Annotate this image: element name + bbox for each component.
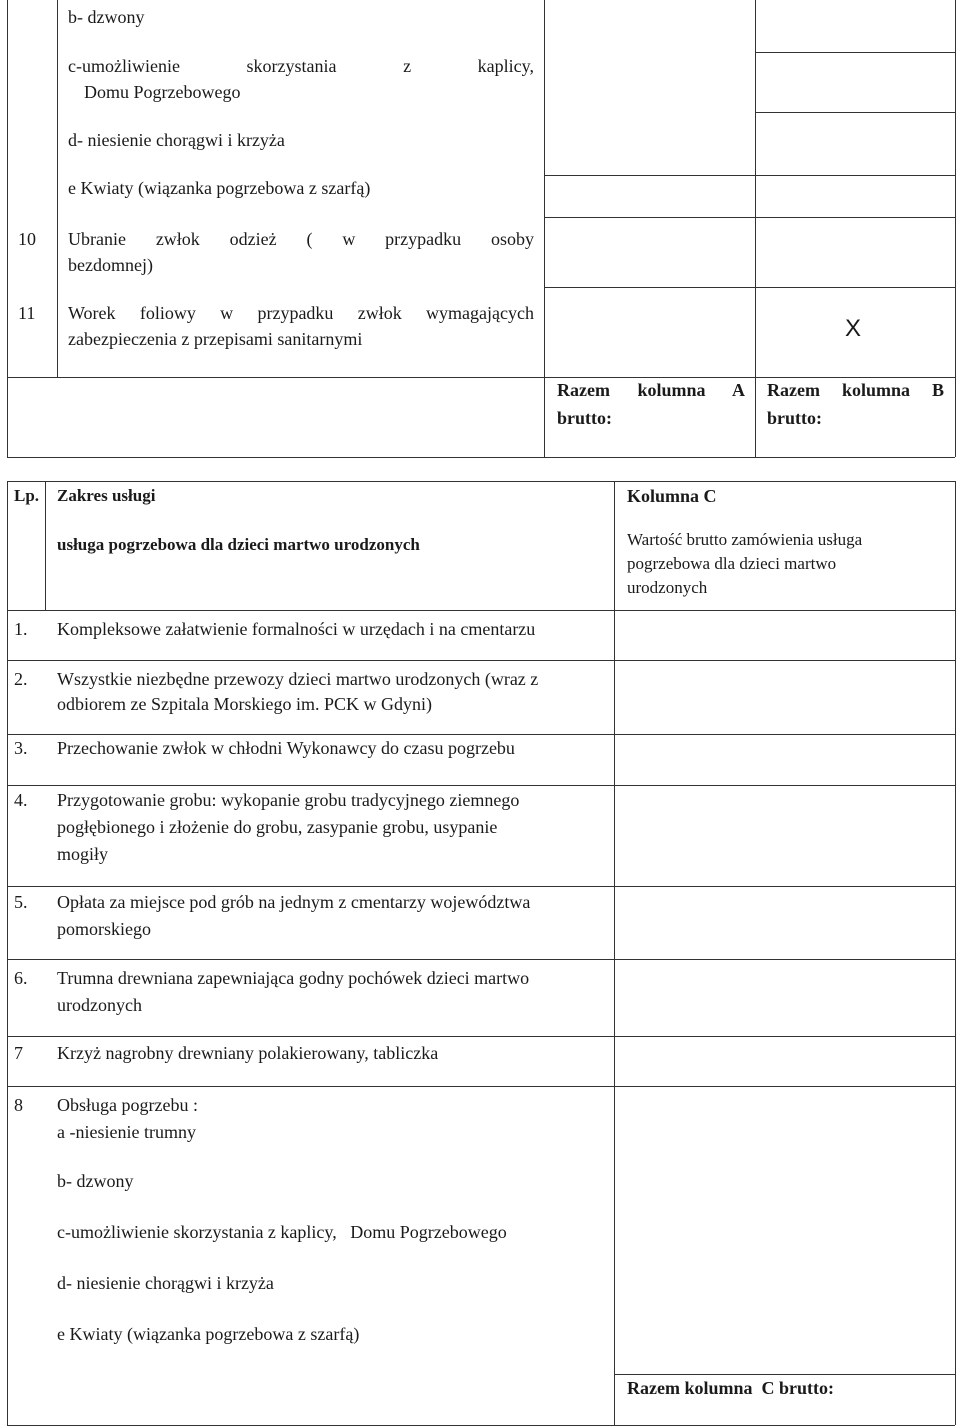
row-description: odbiorem ze Szpitala Morskiego im. PCK w Gdyni): [57, 694, 432, 714]
header-col-c-line1: Wartość brutto zamówienia usługa: [627, 530, 863, 549]
table1-row-d-text: d- niesienie chorągwi i krzyża: [68, 130, 285, 150]
row-number: 4.: [14, 790, 28, 810]
table1-rule-colb-top: [755, 52, 955, 53]
row-description: Wszystkie niezbędne przewozy dzieci martwo urodzonych (wraz z: [57, 669, 539, 689]
total-col-b-line1: Razem kolumna B: [767, 380, 944, 400]
table1-row-10-line1: Ubranie zwłok odzież ( w przypadku osoby: [68, 229, 534, 249]
table1-row-b-text: b- dzwony: [68, 7, 145, 27]
row-description: Przygotowanie grobu: wykopanie grobu tradycyjnego ziemnego: [57, 790, 520, 810]
table2-border-desc: [614, 481, 615, 1425]
table1-row-11-line1: Worek foliowy w przypadku zwłok wymagających: [68, 303, 534, 323]
row-description: mogiły: [57, 844, 109, 864]
row-description: c-umożliwienie skorzystania z kaplicy, Domu Pogrzebowego: [57, 1222, 507, 1242]
row-description: e Kwiaty (wiązanka pogrzebowa z szarfą): [57, 1324, 360, 1344]
row-description: Krzyż nagrobny drewniany polakierowany, tabliczka: [57, 1043, 439, 1063]
total-col-b-line2: brutto:: [767, 408, 822, 428]
row-description: Przechowanie zwłok w chłodni Wykonawcy do czasu pogrzebu: [57, 738, 515, 758]
header-col-c-title: Kolumna C: [627, 486, 717, 506]
table2-rule-row2: [7, 660, 955, 661]
total-col-a-line2: brutto:: [557, 408, 612, 428]
table1-row-10-num: 10: [18, 229, 36, 249]
table1-border-desc: [544, 0, 545, 457]
row-description: pomorskiego: [57, 919, 151, 939]
row-description: Obsługa pogrzebu :: [57, 1095, 198, 1115]
table1-border-right: [955, 0, 956, 457]
row-description: pogłębionego i złożenie do grobu, zasypanie grobu, usypanie: [57, 817, 498, 837]
table1-row-11-colb-mark: X: [845, 315, 862, 342]
table2-rule-row4: [7, 785, 955, 786]
row-description: d- niesienie chorągwi i krzyża: [57, 1273, 274, 1293]
row-description: urodzonych: [57, 995, 142, 1015]
table1-rule-row-10: [544, 287, 955, 288]
row-description: Opłata za miejsce pod grób na jednym z cmentarzy województwa: [57, 892, 531, 912]
row-description: Trumna drewniana zapewniająca godny pochówek dzieci martwo: [57, 968, 530, 988]
row-number: 3.: [14, 738, 28, 758]
table1-rule-bottom: [7, 457, 955, 458]
row-description: Kompleksowe załatwienie formalności w urzędach i na cmentarzu: [57, 619, 536, 639]
row-number: 1.: [14, 619, 28, 639]
row-number: 8: [14, 1095, 23, 1115]
table2-rule-row5: [7, 886, 955, 887]
total-col-a-line1: Razem kolumna A: [557, 380, 745, 400]
table1-row-11-num: 11: [18, 303, 36, 323]
table2-border-left: [7, 481, 8, 1425]
table1-row-e-text: e Kwiaty (wiązanka pogrzebowa z szarfą): [68, 178, 371, 198]
table1-border-lp: [57, 0, 58, 377]
table1-rule-row-d: [544, 175, 955, 176]
table1-row-11-line2: zabezpieczenia z przepisami sanitarnymi: [68, 329, 363, 349]
header-col-c-line2: pogrzebowa dla dzieci martwo: [627, 554, 837, 573]
table1-border-cola: [755, 0, 756, 457]
header-col-c-line3: urodzonych: [627, 578, 708, 597]
row-number: 7: [14, 1043, 23, 1063]
row-number: 5.: [14, 892, 28, 912]
table2-rule-bottom: [7, 1425, 955, 1426]
table1-row-10-line2: bezdomnej): [68, 255, 153, 275]
row-number: 6.: [14, 968, 28, 988]
table2-border-right: [955, 481, 956, 1425]
table2-border-lp: [45, 481, 46, 610]
table2-rule-row8: [7, 1086, 955, 1087]
table2-rule-row1: [7, 610, 955, 611]
table2-rule-row7: [7, 1036, 955, 1037]
table1-row-c-line1: c-umożliwienie skorzystania z kaplicy,: [68, 56, 534, 76]
table2-rule-top: [7, 481, 955, 482]
table1-rule-colb-2: [755, 112, 955, 113]
header-scope-subtitle: usługa pogrzebowa dla dzieci martwo urodzonych: [57, 535, 420, 554]
total-col-c: Razem kolumna C brutto:: [627, 1378, 834, 1398]
table1-row-c-line2: Domu Pogrzebowego: [84, 82, 241, 102]
row-description: a -niesienie trumny: [57, 1122, 196, 1142]
row-number: 2.: [14, 669, 28, 689]
header-scope-title: Zakres usługi: [57, 486, 156, 505]
table2-rule-row6: [7, 959, 955, 960]
header-lp: Lp.: [14, 486, 40, 505]
table1-border-left: [7, 0, 8, 457]
table1-rule-row-e: [544, 217, 955, 218]
row-description: b- dzwony: [57, 1171, 134, 1191]
